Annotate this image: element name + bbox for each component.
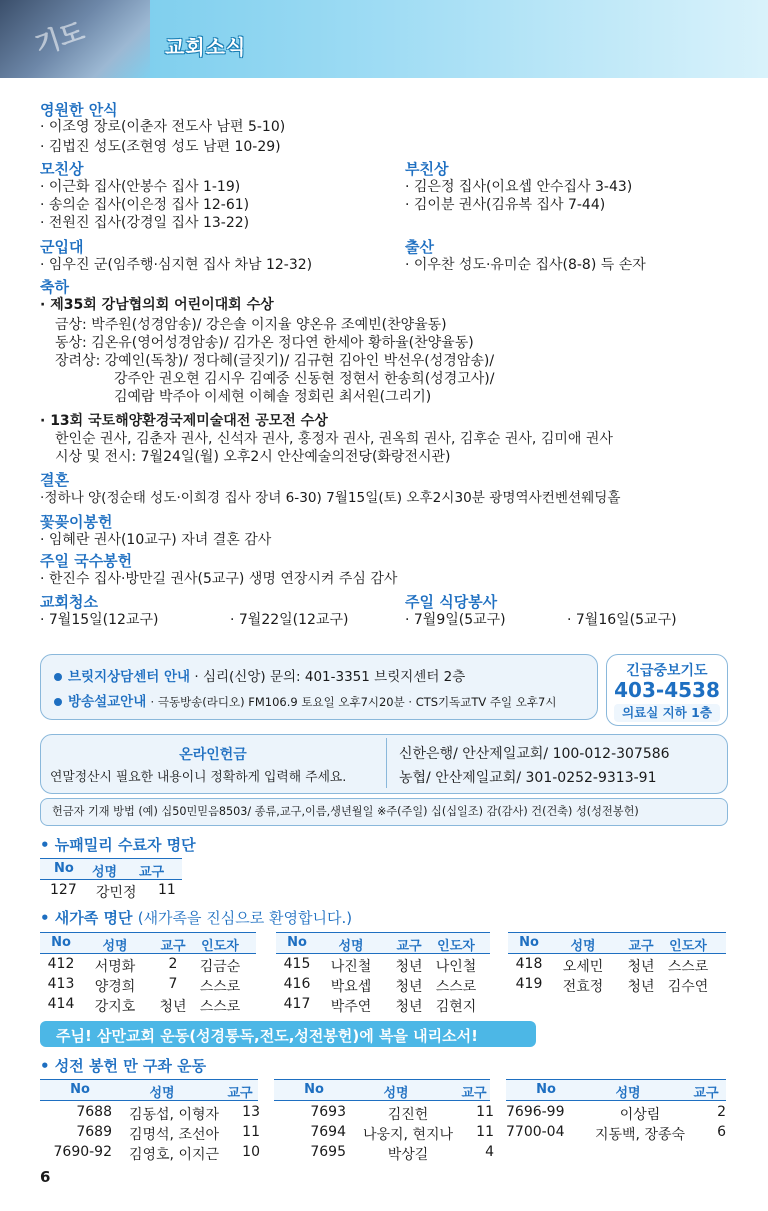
award-line: 동상: 김온유(영어성경암송)/ 김가온 정다연 한세아 황하율(찬양율동) [55, 335, 474, 351]
cell: 11 [242, 1124, 260, 1140]
mother-title: 모친상 [40, 160, 84, 178]
col-header: 성명 [615, 1086, 641, 1101]
cell: 7 [168, 976, 178, 992]
col-header: 성명 [570, 939, 596, 954]
cell: 강지호 [94, 999, 136, 1015]
cell: 박상길 [387, 1147, 429, 1163]
col-header: 교구 [628, 939, 654, 954]
cell: 나인철 [435, 959, 477, 975]
noodle-title: 주일 국수봉헌 [40, 552, 133, 570]
bullet-icon [54, 698, 62, 706]
cell: 김영호, 이지근 [128, 1147, 220, 1163]
birth-item: · 이우찬 성도·유미순 집사(8-8) 득 손자 [405, 257, 646, 273]
cell: 127 [50, 882, 77, 898]
cell: 청년 [395, 959, 423, 975]
cell: 청년 [395, 999, 423, 1015]
cell: 이상림 [619, 1107, 661, 1123]
award-line: 장려상: 강예인(독창)/ 정다혜(글짓기)/ 김규현 김아인 박선우(성경암송)/ [55, 353, 495, 369]
counsel-text: · 심리(신앙) 문의: 401-3351 브릿지센터 2층 [194, 669, 466, 685]
col-header: No [519, 935, 539, 950]
cell: 417 [283, 996, 311, 1012]
counsel-label: 브릿지상담센터 안내 [68, 669, 191, 685]
cell: 7690-92 [53, 1144, 112, 1160]
award-line: 시상 및 전시: 7월24일(월) 오후2시 안산예술의전당(화랑전시관) [55, 449, 451, 465]
award-title: · 제35회 강남협의회 어린이대회 수상 [40, 297, 274, 313]
father-title: 부친상 [405, 160, 449, 178]
cell: 김동섭, 이형자 [128, 1107, 220, 1123]
col-header: No [536, 1082, 556, 1097]
col-header: 교구 [461, 1086, 487, 1101]
online-note: 연말정산시 필요한 내용이니 정확하게 입력해 주세요. [50, 770, 347, 785]
col-header: 성명 [383, 1086, 409, 1101]
col-header: 성명 [92, 865, 118, 880]
cell: 스스로 [199, 979, 241, 995]
page-title: 교회소식 [165, 35, 247, 59]
cell: 김금순 [199, 959, 241, 975]
award-title: · 13회 국토해양환경국제미술대전 공모전 수상 [40, 413, 328, 429]
cell: 강민정 [96, 885, 137, 901]
cell: 박주연 [330, 999, 372, 1015]
condolence-item: · 김법진 성도(조현영 성도 남편 10-29) [40, 139, 281, 155]
banner-text: 주님! 삼만교회 운동(성경통독,전도,성전봉헌)에 복을 내리소서! [56, 1027, 478, 1045]
mother-item: · 전원진 집사(강경일 집사 13-22) [40, 215, 250, 231]
birth-title: 출산 [405, 238, 434, 256]
online-title: 온라인헌금 [179, 747, 247, 763]
meal-item: · 7월9일(5교구) [405, 612, 506, 628]
cell: 청년 [627, 959, 655, 975]
cell: 김진헌 [387, 1107, 429, 1123]
cell: 나웅지, 현지나 [362, 1127, 454, 1143]
newfamily-title-text: • 새가족 명단 [40, 909, 133, 927]
military-title: 군입대 [40, 238, 84, 256]
col-header: 인도자 [669, 939, 707, 954]
cell: 419 [515, 976, 543, 992]
col-header: 성명 [149, 1086, 175, 1101]
cell: 415 [283, 956, 311, 972]
flower-title: 꽃꽂이봉헌 [40, 513, 113, 531]
col-header: No [287, 935, 307, 950]
cell: 지동백, 장종숙 [594, 1127, 686, 1143]
meal-title: 주일 식당봉사 [405, 593, 498, 611]
newfamily-grad-title: • 뉴패밀리 수료자 명단 [40, 836, 196, 854]
format-note: 헌금자 기재 방법 (예) 십50민믿음8503/ 종류,교구,이름,생년월일 ※주(주일) 십(십일조) 감(감사) 건(건축) 성(성전봉헌) [52, 805, 639, 818]
military-item: · 임우진 군(임주행·심지현 집사 차남 12-32) [40, 257, 313, 273]
cell: 13 [242, 1104, 260, 1120]
counsel-line [54, 668, 465, 686]
cell: 10 [242, 1144, 260, 1160]
cell: 7688 [76, 1104, 112, 1120]
broadcast-text: · 극동방송(라디오) FM106.9 토요일 오후7시20분 · CTS기독교TV 주일 오후7시 [150, 695, 557, 709]
cell: 6 [717, 1124, 726, 1140]
cell: 오세민 [562, 959, 604, 975]
divider [386, 738, 387, 788]
cell: 413 [47, 976, 75, 992]
award-line: 김예람 박주아 이세현 이혜솔 정회린 최서원(그리기) [114, 389, 432, 405]
col-header: No [70, 1082, 90, 1097]
cell: 7689 [76, 1124, 112, 1140]
page-number: 6 [40, 1168, 51, 1186]
award-line: 금상: 박주원(성경암송)/ 강은솔 이지율 양온유 조예빈(찬양율동) [55, 317, 447, 333]
broadcast-line [54, 693, 556, 711]
prayer-location: 의료실 지하 1층 [614, 704, 720, 722]
cell: 412 [47, 956, 75, 972]
mother-item: · 이근화 집사(안봉수 집사 1-19) [40, 179, 241, 195]
broadcast-label: 방송설교안내 [68, 694, 147, 710]
col-header: 인도자 [437, 939, 475, 954]
wedding-title: 결혼 [40, 471, 69, 489]
wedding-item: ·정하나 양(정순태 성도·이희경 집사 장녀 6-30) 7월15일(토) 오후2시30분 광명역사컨벤션웨딩홀 [40, 490, 621, 506]
cell: 7696-99 [506, 1104, 565, 1120]
cell: 416 [283, 976, 311, 992]
flower-item: · 임혜란 권사(10교구) 자녀 결혼 감사 [40, 532, 272, 548]
header-photo [0, 0, 150, 78]
cell: 418 [515, 956, 543, 972]
col-header: 교구 [693, 1086, 719, 1101]
cell: 414 [47, 996, 75, 1012]
cell: 7700-04 [506, 1124, 565, 1140]
col-header: No [304, 1082, 324, 1097]
cell: 11 [476, 1124, 494, 1140]
newfamily-subtitle: (새가족을 진심으로 환영합니다.) [137, 909, 353, 927]
prayer-title: 긴급중보기도 [626, 663, 708, 679]
cell: 11 [158, 882, 176, 898]
col-header: 교구 [139, 865, 165, 880]
cell: 2 [168, 956, 178, 972]
cell: 양경희 [94, 979, 136, 995]
cell: 김수연 [667, 979, 709, 995]
meal-item: · 7월16일(5교구) [567, 612, 677, 628]
cell: 스스로 [199, 999, 241, 1015]
col-header: 성명 [338, 939, 364, 954]
noodle-item: · 한진수 집사·방만길 권사(5교구) 생명 연장시켜 주심 감사 [40, 571, 398, 587]
offering-title: • 성전 봉헌 만 구좌 운동 [40, 1057, 207, 1075]
cell: 나진철 [330, 959, 372, 975]
cleaning-item: · 7월22일(12교구) [230, 612, 349, 628]
col-header: 인도자 [201, 939, 239, 954]
col-header: 교구 [160, 939, 186, 954]
cell: 7695 [310, 1144, 346, 1160]
condolence-item: · 이조영 장로(이춘자 전도사 남편 5-10) [40, 119, 286, 135]
bank-account: 농협/ 안산제일교회/ 301-0252-9313-91 [399, 770, 657, 786]
bank-account: 신한은행/ 안산제일교회/ 100-012-307586 [399, 746, 670, 762]
congrats-title: 축하 [40, 278, 69, 296]
cell: 서명화 [94, 959, 136, 975]
col-header: 교구 [396, 939, 422, 954]
col-header: No [54, 861, 74, 876]
col-header: 성명 [102, 939, 128, 954]
prayer-phone: 403-4538 [614, 678, 720, 702]
father-item: · 김은정 집사(이요셉 안수집사 3-43) [405, 179, 633, 195]
cleaning-title: 교회청소 [40, 593, 98, 611]
award-line: 한인순 권사, 김춘자 권사, 신석자 권사, 홍정자 권사, 권옥희 권사, 김후순 권사, 김미애 권사 [55, 431, 613, 447]
cell: 박요셉 [330, 979, 372, 995]
cell: 청년 [627, 979, 655, 995]
cell: 7693 [310, 1104, 346, 1120]
prayer-banner [40, 1021, 536, 1047]
cell: 7694 [310, 1124, 346, 1140]
cell: 11 [476, 1104, 494, 1120]
cleaning-item: · 7월15일(12교구) [40, 612, 159, 628]
header-photo-text: 기도 [31, 16, 89, 61]
father-item: · 김이분 권사(김유복 집사 7-44) [405, 197, 606, 213]
cell: 4 [485, 1144, 494, 1160]
cell: 스스로 [435, 979, 477, 995]
newfamily-title [40, 907, 352, 928]
mother-item: · 송의순 집사(이은정 집사 12-61) [40, 197, 250, 213]
cell: 김현지 [435, 999, 477, 1015]
col-header: No [51, 935, 71, 950]
cell: 스스로 [667, 959, 709, 975]
cell: 김명석, 조선아 [128, 1127, 220, 1143]
col-header: 교구 [227, 1086, 253, 1101]
award-line: 강주안 권오현 김시우 김예중 신동현 정현서 한송희(성경고사)/ [114, 371, 495, 387]
bullet-icon [54, 673, 62, 681]
cell: 청년 [159, 999, 187, 1015]
cell: 청년 [395, 979, 423, 995]
cell: 전효정 [562, 979, 604, 995]
cell: 2 [717, 1104, 726, 1120]
condolence-title: 영원한 안식 [40, 101, 118, 119]
